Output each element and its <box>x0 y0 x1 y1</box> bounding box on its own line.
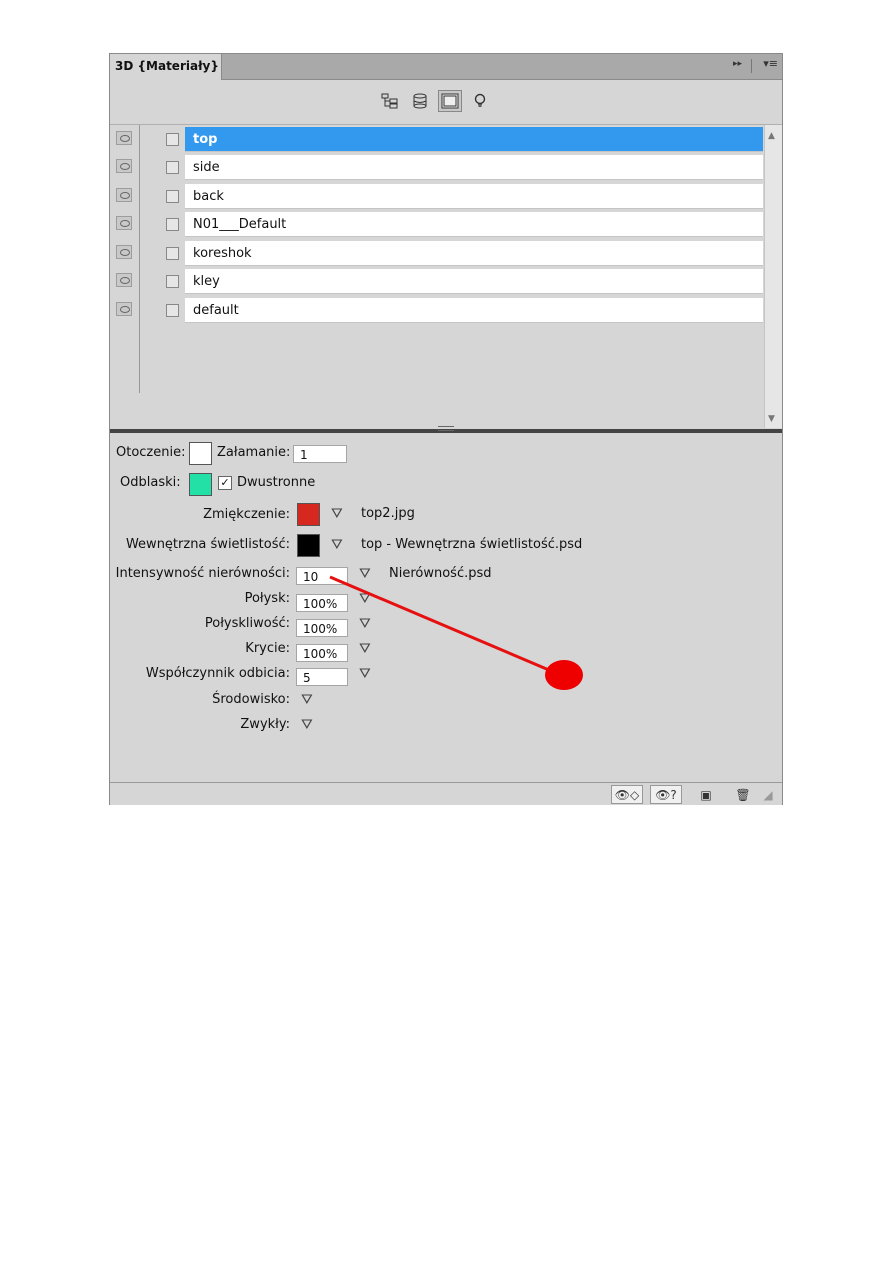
texture-folder-icon[interactable]: ⛛ <box>359 641 371 657</box>
new-material-icon[interactable]: ▣ <box>700 787 712 802</box>
tab-3d-materials[interactable]: 3D {Materiały} <box>110 54 222 80</box>
specular-label: Odblaski: <box>120 475 181 490</box>
texture-folder-icon[interactable]: ⛛ <box>301 717 313 733</box>
environment-label: Środowisko: <box>212 692 290 707</box>
material-name[interactable]: back <box>185 184 763 209</box>
material-name[interactable]: kley <box>185 269 763 294</box>
trash-icon[interactable]: 🗑 <box>735 787 751 802</box>
texture-folder-icon[interactable]: ⛛ <box>359 666 371 682</box>
bump-strength-input[interactable]: 10 <box>296 567 348 585</box>
opacity-label: Krycie: <box>245 641 290 656</box>
reflectivity-label: Współczynnik odbicia: <box>145 666 290 681</box>
reflectivity-input[interactable]: 5 <box>296 668 348 686</box>
texture-folder-icon[interactable]: ⛛ <box>359 616 371 632</box>
refraction-label: Załamanie: <box>217 445 291 460</box>
diffuse-texture-filename: top2.jpg <box>361 506 415 521</box>
resize-grip-icon[interactable]: ◢ <box>763 787 773 802</box>
two-sided-checkbox[interactable]: ✓ <box>218 476 232 490</box>
material-name[interactable]: koreshok <box>185 241 763 266</box>
gloss-label: Połysk: <box>244 591 290 606</box>
texture-folder-icon[interactable]: ⛛ <box>359 591 371 607</box>
collapse-arrows-icon[interactable]: ▸▸ <box>732 59 742 69</box>
material-name[interactable]: top <box>185 127 763 152</box>
opacity-input[interactable]: 100% <box>296 644 348 662</box>
two-sided-label: Dwustronne <box>237 475 316 490</box>
material-name[interactable]: N01___Default <box>185 212 763 237</box>
texture-folder-icon[interactable]: ⛛ <box>301 692 313 708</box>
material-drop-icon[interactable]: 👁? <box>650 785 682 804</box>
bump-texture-filename: Nierówność.psd <box>389 566 492 581</box>
diffuse-label: Zmiękczenie: <box>203 507 290 522</box>
ambient-label: Otoczenie: <box>116 445 186 460</box>
shininess-input[interactable]: 100% <box>296 619 348 637</box>
bump-strength-label: Intensywność nierówności: <box>115 566 290 581</box>
shininess-label: Połyskliwość: <box>204 616 290 631</box>
refraction-input[interactable]: 1 <box>293 445 347 463</box>
normal-label: Zwykły: <box>240 717 290 732</box>
texture-folder-icon[interactable]: ⛛ <box>359 566 371 582</box>
self-illumination-texture-filename: top - Wewnętrzna świetlistość.psd <box>361 537 583 552</box>
scroll-down-icon[interactable]: ▼ <box>768 414 775 424</box>
texture-folder-icon[interactable]: ⛛ <box>331 537 343 553</box>
gloss-input[interactable]: 100% <box>296 594 348 612</box>
self-illumination-label: Wewnętrzna świetlistość: <box>125 537 290 552</box>
material-name[interactable]: default <box>185 298 763 323</box>
material-name[interactable]: side <box>185 155 763 180</box>
texture-folder-icon[interactable]: ⛛ <box>331 506 343 522</box>
toggle-visibility-icon[interactable]: 👁◇ <box>611 785 643 804</box>
scroll-up-icon[interactable]: ▲ <box>768 131 775 141</box>
annotation-dot <box>545 660 583 690</box>
panel-menu-icon[interactable]: ▾≡ <box>763 57 778 70</box>
